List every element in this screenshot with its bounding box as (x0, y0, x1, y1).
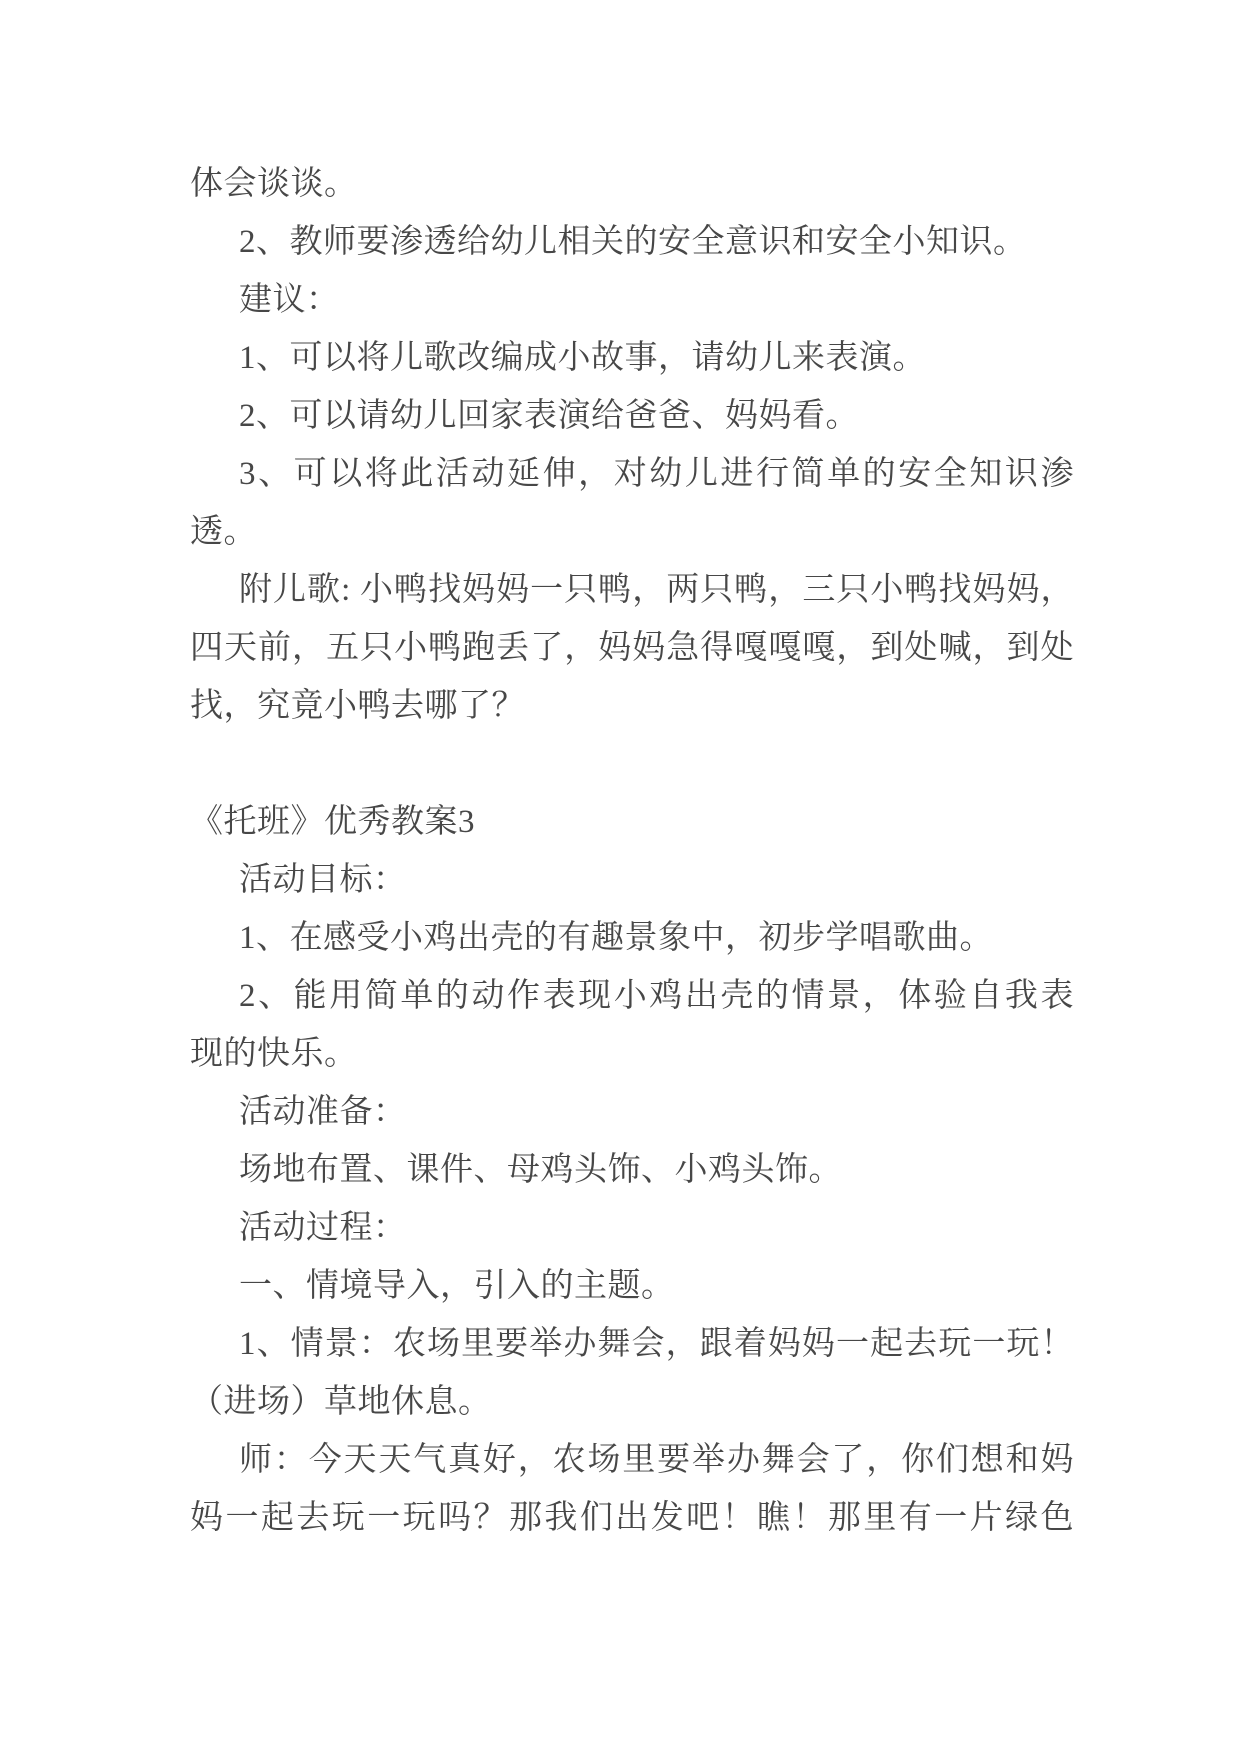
text-line: 活动过程： (239, 1210, 407, 1246)
text-line: 妈一起去玩一玩吗？那我们出发吧！瞧！那里有一片绿色 (190, 1500, 1074, 1536)
text-line: 四天前，五只小鸭跑丢了，妈妈急得嘎嘎嘎，到处喊，到处 (190, 630, 1074, 666)
text-line: 1、可以将儿歌改编成小故事，请幼儿来表演。 (239, 340, 926, 376)
text-line: 3、可以将此活动延伸，对幼儿进行简单的安全知识渗 (239, 456, 1074, 492)
text-line: 场地布置、课件、母鸡头饰、小鸡头饰。 (239, 1152, 842, 1188)
text-line: 建议： (239, 282, 340, 318)
text-line: 一、情境导入，引入的主题。 (239, 1268, 675, 1304)
section-heading: 《托班》优秀教案3 (190, 804, 475, 840)
text-line: 体会谈谈。 (190, 166, 358, 202)
text-line: 活动目标： (239, 862, 407, 898)
text-line: 1、情景：农场里要举办舞会，跟着妈妈一起去玩一玩！ (239, 1326, 1074, 1362)
text-line: 1、在感受小鸡出壳的有趣景象中，初步学唱歌曲。 (239, 920, 993, 956)
text-line: 找，究竟小鸭去哪了？ (190, 688, 525, 724)
text-line: 透。 (190, 514, 257, 550)
text-line: 2、可以请幼儿回家表演给爸爸、妈妈看。 (239, 398, 859, 434)
text-line: 附儿歌: 小鸭找妈妈一只鸭，两只鸭，三只小鸭找妈妈， (239, 572, 1074, 608)
text-line: 现的快乐。 (190, 1036, 358, 1072)
text-line: 2、教师要渗透给幼儿相关的安全意识和安全小知识。 (239, 224, 1027, 260)
text-line: 师：今天天气真好，农场里要举办舞会了，你们想和妈 (239, 1442, 1074, 1478)
text-line: 活动准备： (239, 1094, 407, 1130)
text-line: （进场）草地休息。 (190, 1384, 492, 1420)
blank-line (190, 735, 1074, 793)
text-line: 2、能用简单的动作表现小鸡出壳的情景，体验自我表 (239, 978, 1074, 1014)
text-block (190, 155, 1074, 1547)
